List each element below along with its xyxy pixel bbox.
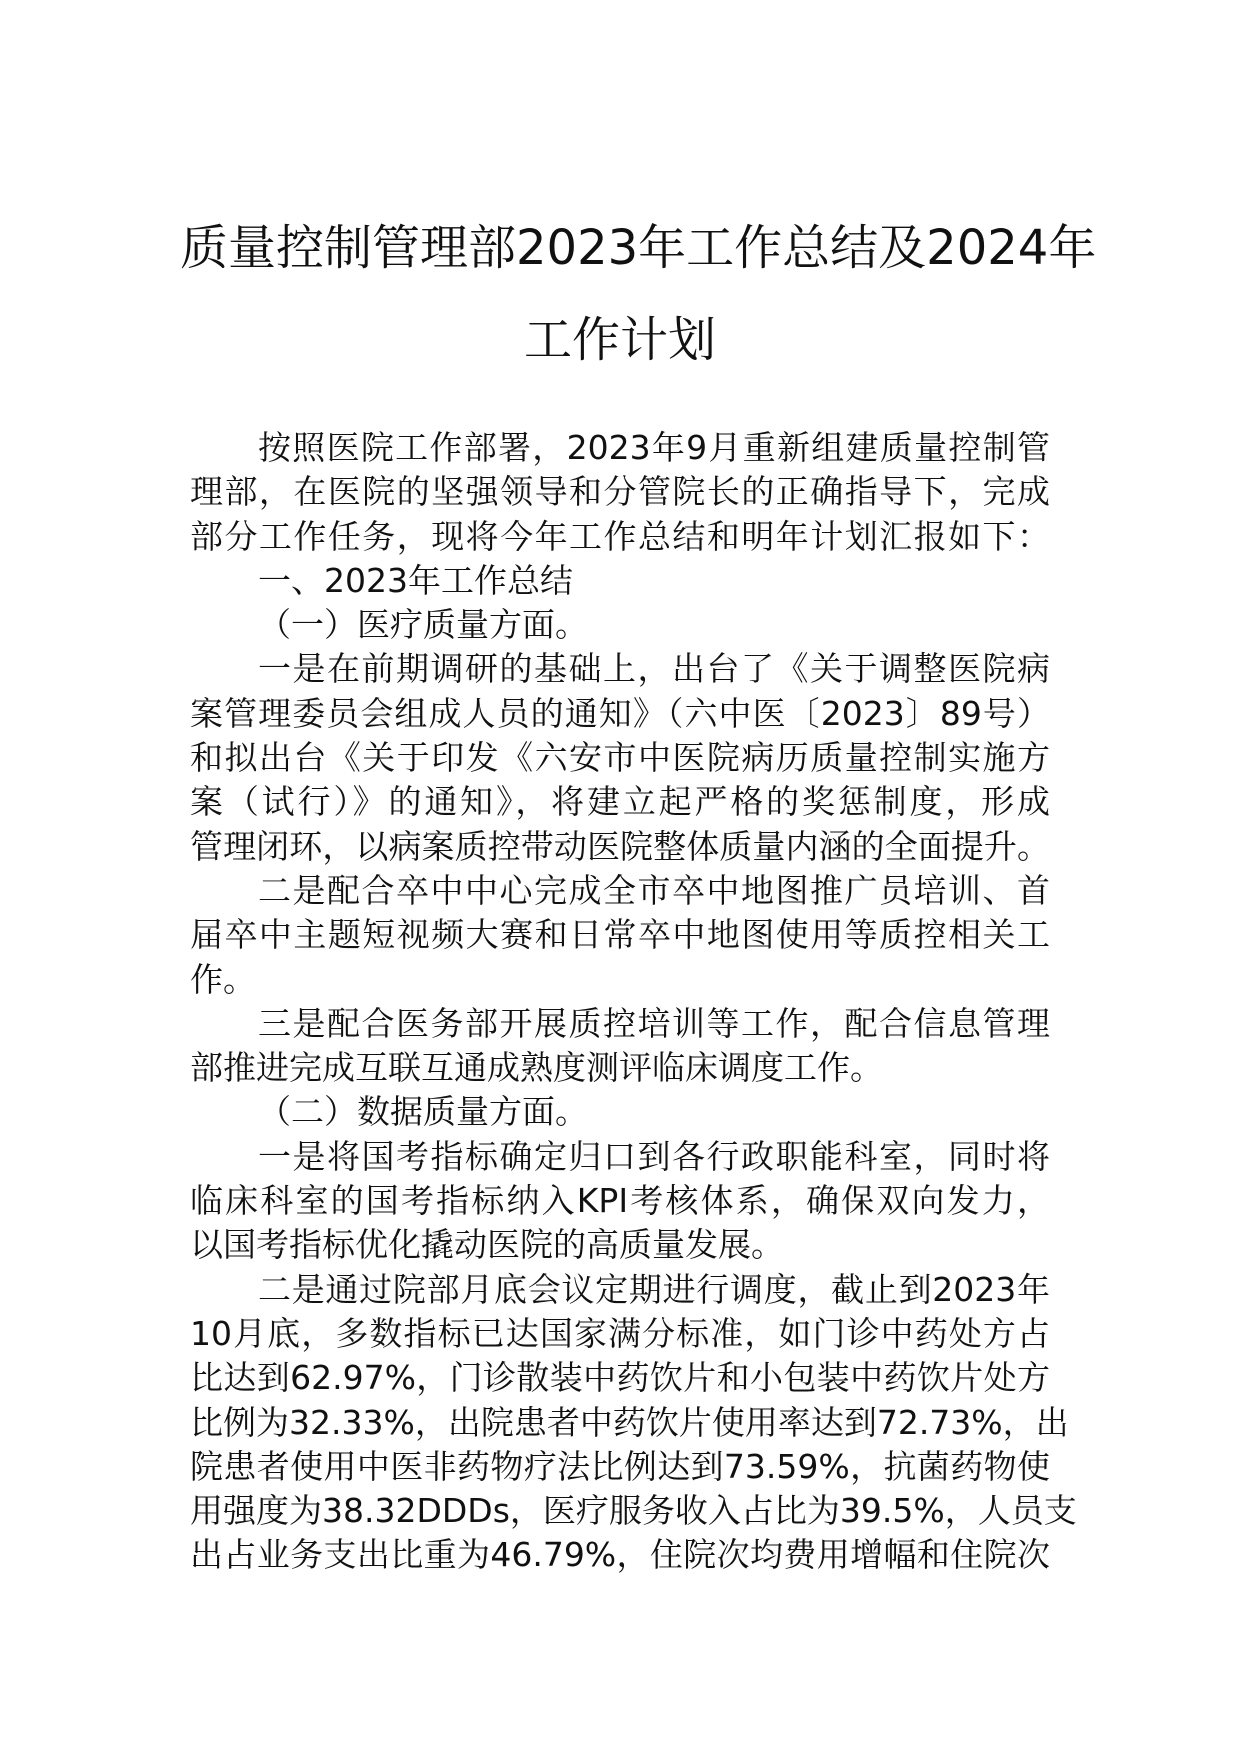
paragraph-line: 作。 xyxy=(190,959,256,999)
paragraph-line: 案（试行）》的通知》，将建立起严格的奖惩制度，形成 xyxy=(190,782,1050,822)
paragraph-line: 三是配合医务部开展质控培训等工作，配合信息管理 xyxy=(258,1003,1050,1043)
paragraph-line: 用强度为38.32DDDs，医疗服务收入占比为39.5%，人员支 xyxy=(190,1491,1077,1531)
subsection-heading: （一）医疗质量方面。 xyxy=(258,605,588,645)
document-title-line-2: 工作计划 xyxy=(523,312,716,368)
subsection-heading: （二）数据质量方面。 xyxy=(258,1092,588,1132)
paragraph-line: 出占业务支出比重为46.79%，住院次均费用增幅和住院次 xyxy=(190,1535,1050,1575)
paragraph-line: 比例为32.33%，出院患者中药饮片使用率达到72.73%，出 xyxy=(190,1402,1069,1442)
paragraph-line: 理部，在医院的坚强领导和分管院长的正确指导下，完成 xyxy=(190,472,1050,512)
paragraph-line: 临床科室的国考指标纳入KPI考核体系，确保双向发力， xyxy=(190,1181,1050,1221)
paragraph-line: 案管理委员会组成人员的通知》（六中医〔2023〕89号） xyxy=(190,693,1050,733)
document-body xyxy=(190,426,1077,1578)
paragraph-line: 届卒中主题短视频大赛和日常卒中地图使用等质控相关工 xyxy=(190,915,1050,955)
paragraph-line: 二是配合卒中中心完成全市卒中地图推广员培训、首 xyxy=(258,870,1050,910)
paragraph-line: 按照医院工作部署，2023年9月重新组建质量控制管 xyxy=(258,428,1050,467)
paragraph-line: 以国考指标优化撬动医院的高质量发展。 xyxy=(190,1225,784,1265)
paragraph-line: 部分工作任务，现将今年工作总结和明年计划汇报如下： xyxy=(190,516,1050,556)
paragraph-line: 管理闭环，以病案质控带动医院整体质量内涵的全面提升。 xyxy=(190,826,1050,866)
section-heading: 一、2023年工作总结 xyxy=(258,560,573,600)
paragraph-line: 一是在前期调研的基础上，出台了《关于调整医院病 xyxy=(258,649,1050,689)
paragraph-line: 比达到62.97%，门诊散装中药饮片和小包装中药饮片处方 xyxy=(190,1358,1050,1398)
paragraph-line: 和拟出台《关于印发《六安市中医院病历质量控制实施方 xyxy=(190,738,1050,778)
paragraph-line: 二是通过院部月底会议定期进行调度，截止到2023年 xyxy=(258,1269,1050,1309)
paragraph-line: 10月底，多数指标已达国家满分标准，如门诊中药处方占 xyxy=(190,1313,1050,1353)
document-title-line-1: 质量控制管理部2023年工作总结及2024年 xyxy=(180,220,1097,276)
paragraph-line: 院患者使用中医非药物疗法比例达到73.59%，抗菌药物使 xyxy=(190,1446,1050,1486)
paragraph-line: 部推进完成互联互通成熟度测评临床调度工作。 xyxy=(190,1048,883,1088)
paragraph-line: 一是将国考指标确定归口到各行政职能科室，同时将 xyxy=(258,1136,1050,1176)
